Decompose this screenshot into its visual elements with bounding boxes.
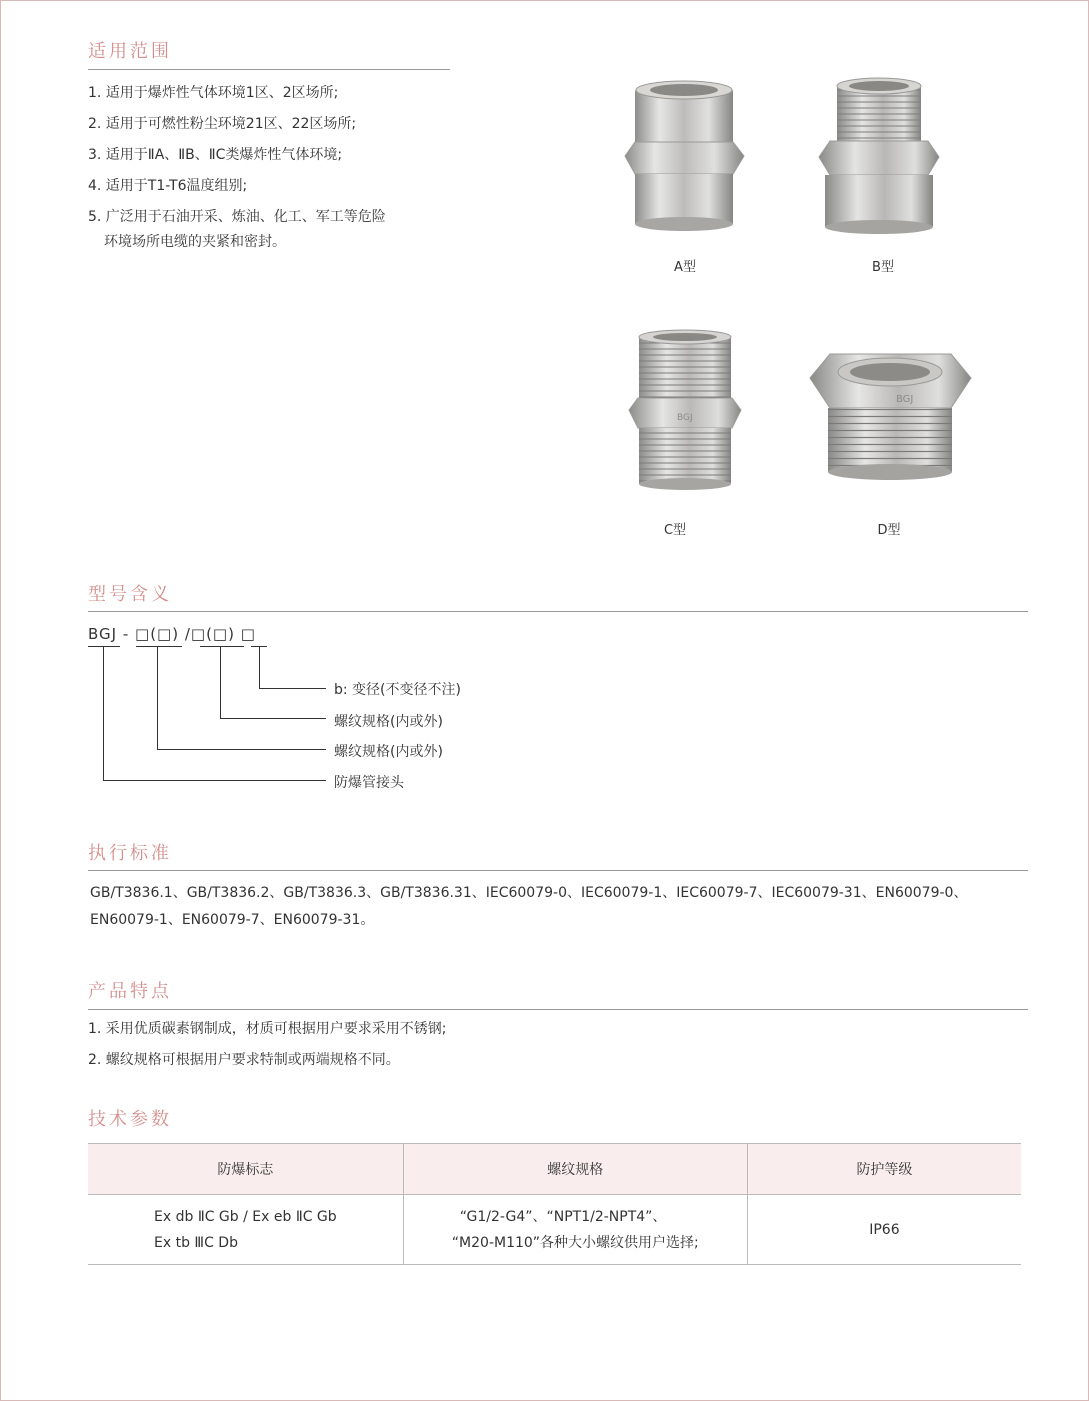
section-title-scope: 适用范围 [88, 41, 172, 62]
section-rule-features [88, 1009, 1028, 1010]
table-cell-protection: IP66 [747, 1195, 1021, 1265]
table-header-cell: 防护等级 [747, 1144, 1021, 1195]
product-image-a [620, 78, 750, 248]
standards-text: GB/T3836.1、GB/T3836.2、GB/T3836.3、GB/T3836.31、IEC60079-0、IEC60079-1、IEC60079-7、IEC60079-31、EN60079-0、EN60079-1、EN60079-7、EN60079-31。 [90, 885, 968, 928]
features-list [88, 1014, 447, 1076]
product-caption-c: C型 [663, 523, 687, 538]
diagram-label-product: 防爆管接头 [334, 775, 404, 791]
diagram-label-reducer: b: 变径(不变径不注) [334, 682, 461, 698]
section-title-tech: 技术参数 [88, 1109, 172, 1130]
section-title-model: 型号含义 [88, 584, 172, 605]
connector-line [157, 646, 158, 749]
section-rule-standards [88, 870, 1028, 871]
product-caption-b: B型 [872, 260, 894, 275]
product-image-b [815, 75, 945, 245]
product-caption-a: A型 [674, 260, 696, 275]
product-caption-d: D型 [877, 523, 901, 538]
mark-line: Ex db ⅡC Gb / Ex eb ⅡC Gb [154, 1208, 337, 1225]
connector-line [259, 688, 326, 689]
code-underline [88, 646, 120, 647]
product-image-d [808, 350, 973, 485]
connector-line [259, 646, 260, 688]
table-row [88, 1195, 1021, 1265]
list-item [88, 202, 386, 255]
list-item: 2. 适用于可燃性粉尘环境21区、22区场所; [88, 116, 357, 132]
code-underline [136, 646, 182, 647]
connector-line [220, 718, 326, 719]
section-rule-scope [88, 69, 450, 70]
section-title-standards: 执行标准 [88, 843, 172, 864]
connector-line [220, 646, 221, 718]
table-header-cell: 防爆标志 [88, 1144, 403, 1195]
tech-params-table [88, 1143, 1021, 1265]
thread-line: “M20-M110”各种大小螺纹供用户选择; [451, 1234, 699, 1251]
diagram-label-thread-2: 螺纹规格(内或外) [334, 714, 443, 730]
scope-list [88, 78, 386, 255]
connector-line [103, 780, 326, 781]
engraving-text: BGJ [896, 394, 914, 405]
list-item: 2. 螺纹规格可根据用户要求特制或两端规格不同。 [88, 1052, 400, 1068]
list-item: 3. 适用于ⅡA、ⅡB、ⅡC类爆炸性气体环境; [88, 147, 343, 163]
list-item: 1. 适用于爆炸性气体环境1区、2区场所; [88, 85, 339, 101]
list-item: 4. 适用于T1-T6温度组别; [88, 178, 248, 194]
list-item-text: 5. 广泛用于石油开采、炼油、化工、军工等危险 [88, 209, 386, 225]
connector-line [103, 646, 104, 780]
section-title-features: 产品特点 [88, 981, 172, 1002]
list-item: 1. 采用优质碳素钢制成，材质可根据用户要求采用不锈钢; [88, 1021, 447, 1037]
table-header-row [88, 1144, 1021, 1195]
code-underline [200, 646, 244, 647]
model-code: BGJ - □(□) /□(□) □ [88, 625, 256, 643]
diagram-label-thread-1: 螺纹规格(内或外) [334, 744, 443, 760]
list-item-continuation: 环境场所电缆的夹紧和密封。 [104, 234, 286, 250]
connector-line [157, 749, 326, 750]
table-cell-mark [88, 1195, 403, 1265]
table-cell-thread [403, 1195, 747, 1265]
thread-line: “G1/2-G4”、“NPT1/2-NPT4”、 [459, 1208, 667, 1225]
engraving-text: BGJ [677, 413, 693, 423]
mark-line: Ex tb ⅢC Db [154, 1234, 238, 1251]
section-rule-model [88, 611, 1028, 612]
product-image-c [625, 328, 745, 493]
table-header-cell: 螺纹规格 [403, 1144, 747, 1195]
